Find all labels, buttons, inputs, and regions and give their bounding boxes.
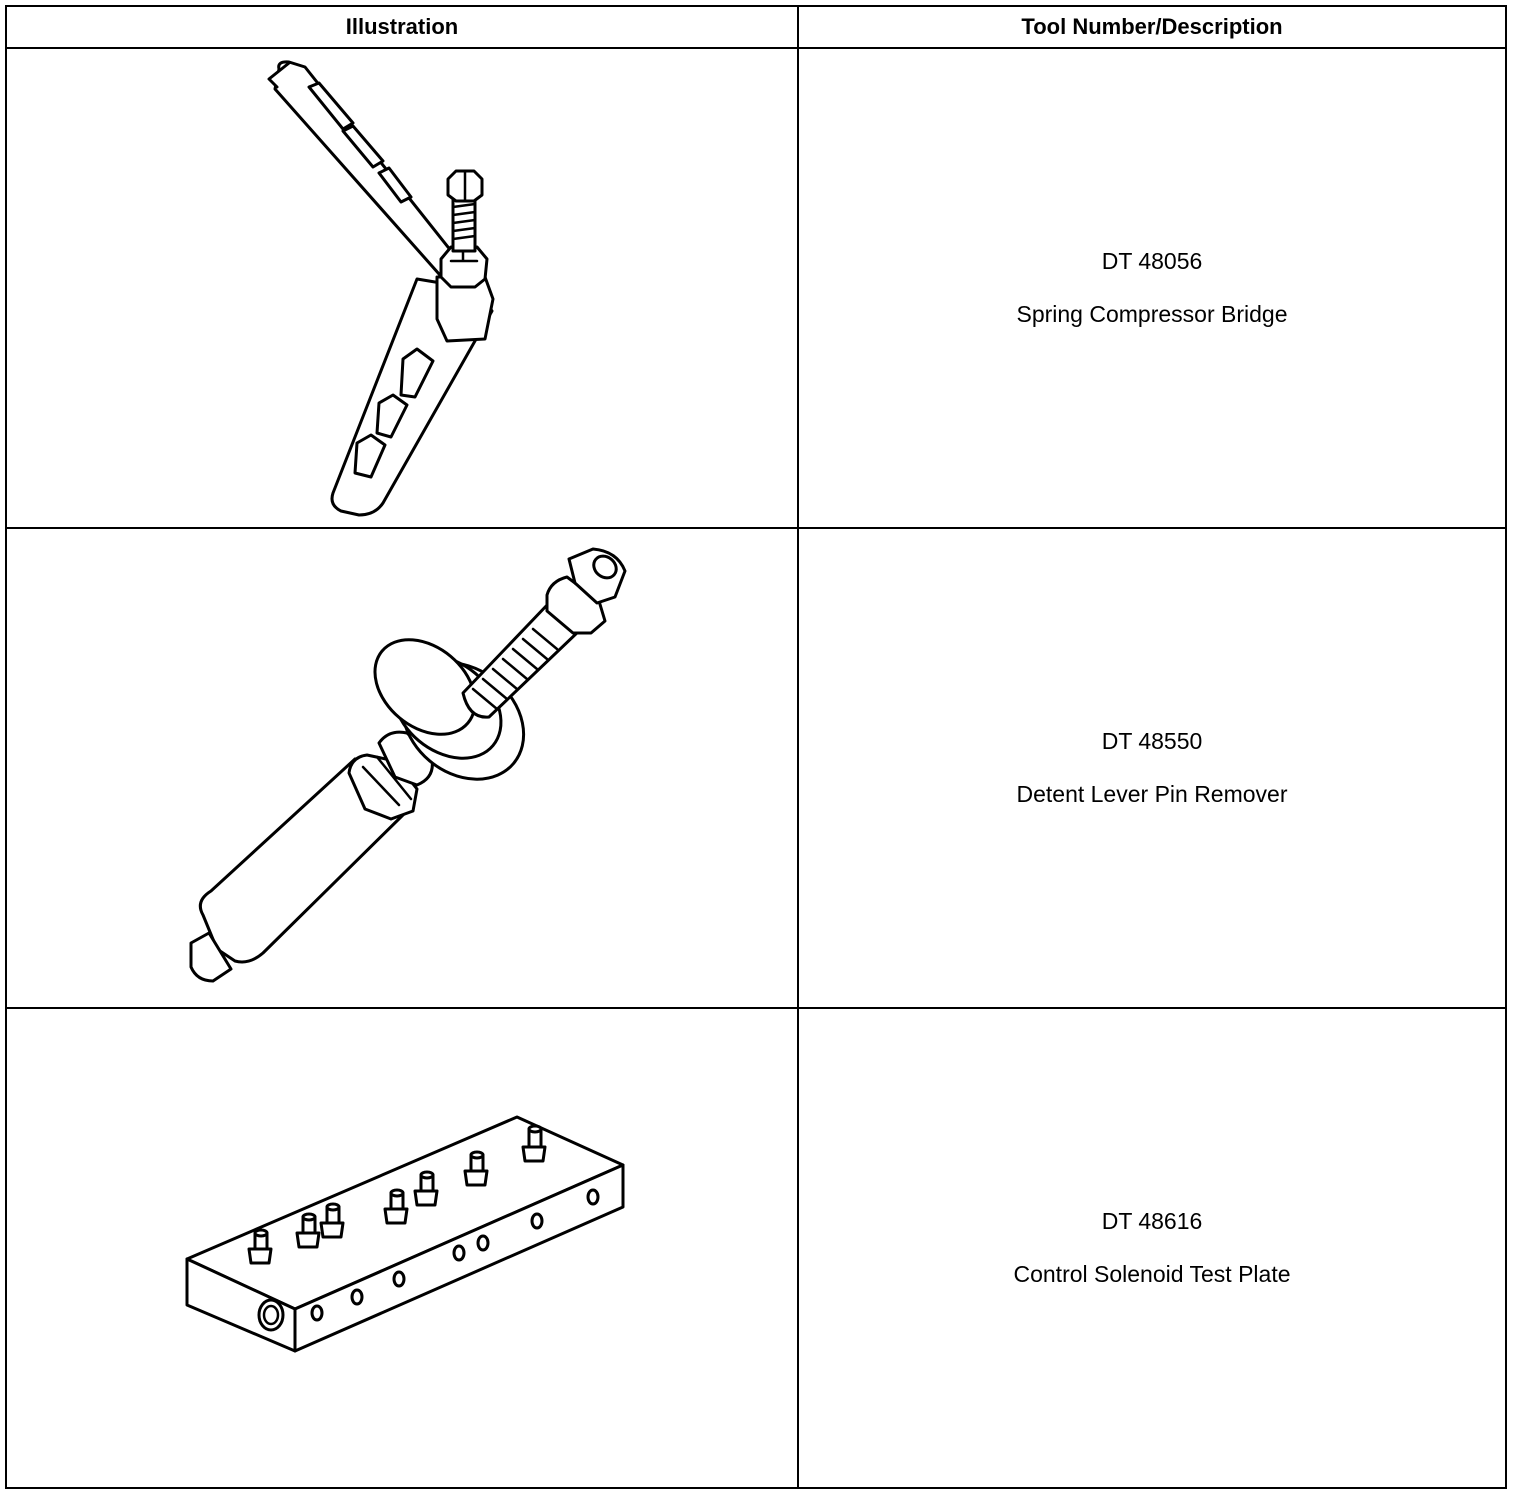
- tool-description: Spring Compressor Bridge: [1016, 301, 1288, 327]
- tool-number-description-header: Tool Number/Description: [798, 6, 1506, 48]
- tool-number: DT 48056: [1101, 248, 1203, 274]
- description-cell: [798, 48, 1506, 528]
- illustration-header: Illustration: [6, 6, 798, 48]
- description-cell: [798, 528, 1506, 1008]
- tool-description: Detent Lever Pin Remover: [1016, 781, 1288, 807]
- tool-description: Control Solenoid Test Plate: [1013, 1261, 1291, 1287]
- detent-lever-pin-remover-icon: [7, 529, 795, 1007]
- header-row: [6, 6, 1506, 48]
- table-row: [6, 48, 1506, 528]
- tool-number: DT 48616: [1101, 1208, 1203, 1234]
- control-solenoid-test-plate-icon: [7, 1009, 795, 1487]
- illustration-cell: [6, 1008, 798, 1488]
- description-cell: [798, 1008, 1506, 1488]
- illustration-cell: [6, 528, 798, 1008]
- spring-compressor-bridge-icon: [7, 49, 795, 527]
- tool-number: DT 48550: [1101, 728, 1203, 754]
- special-tools-table: [5, 5, 1507, 1489]
- illustration-cell: [6, 48, 798, 528]
- table-row: [6, 1008, 1506, 1488]
- table-row: [6, 528, 1506, 1008]
